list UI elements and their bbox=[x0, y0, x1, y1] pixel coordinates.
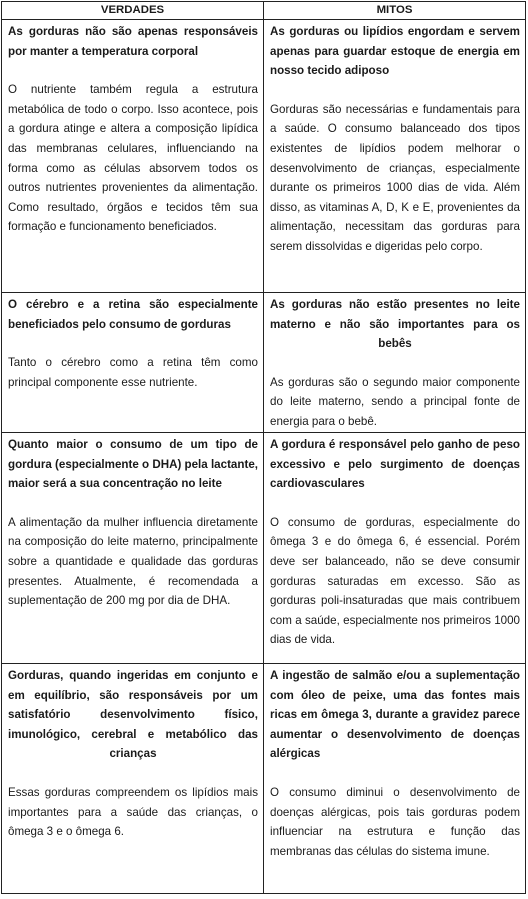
mito-title: A ingestão de salmão e/ou a suplementação com óleo de peixe, uma das fontes mais ricas em ômega 3, durante a gravidez parece aumentar o desenvolvimento de doenças alérgicas bbox=[270, 669, 520, 761]
mito-cell bbox=[264, 433, 526, 664]
table-row bbox=[2, 293, 526, 433]
mito-cell bbox=[264, 293, 526, 433]
verdades-mitos-table bbox=[1, 1, 526, 894]
table-row bbox=[2, 20, 526, 293]
mito-body: Gorduras são necessárias e fundamentais para a saúde. O consumo balanceado dos tipos existentes de lipídios podem melhorar o desenvolvimento de crianças, especialmente durante os primeiros 1000 dias de vida. Além disso, as vitaminas A, D, K e E, provenientes da alimentação, necessitam das gorduras para serem dissolvidas e digeridas pelo corpo. bbox=[270, 102, 520, 253]
verdade-title: Gorduras, quando ingeridas em conjunto e em equilíbrio, são responsáveis por um satisfatório desenvolvimento físico, imunológico, cerebral e metabólico das crianças bbox=[8, 669, 258, 761]
mito-title: As gorduras não estão presentes no leite materno e não são importantes para os bebês bbox=[270, 298, 520, 351]
mito-body: O consumo de gorduras, especialmente do ômega 3 e do ômega 6, é essencial. Porém deve ser balanceado, não se deve consumir gorduras saturadas em excesso. São as gorduras poli-insaturadas que mais contribuem com a saúde, especialmente nos primeiros 1000 dias de vida. bbox=[270, 515, 520, 647]
table-row bbox=[2, 664, 526, 894]
verdade-title: As gorduras não são apenas responsáveis por manter a temperatura corporal bbox=[8, 25, 258, 58]
mito-body: O consumo diminui o desenvolvimento de doenças alérgicas, pois tais gorduras podem influenciar na estrutura e função das membranas das células do sistema imune. bbox=[270, 785, 520, 858]
verdade-cell bbox=[2, 293, 264, 433]
header-mitos: MITOS bbox=[264, 2, 526, 20]
verdade-body: A alimentação da mulher influencia diretamente na composição do leite materno, principalmente sobre a quantidade e qualidade das gorduras presentes. Atualmente, é recomendada a suplementação de 200 mg por dia de DHA. bbox=[8, 515, 258, 608]
verdade-body: Essas gorduras compreendem os lipídios mais importantes para a saúde das crianças, o ômega 3 e o ômega 6. bbox=[8, 785, 258, 839]
verdade-cell bbox=[2, 20, 264, 293]
table-row bbox=[2, 433, 526, 664]
mito-title: A gordura é responsável pelo ganho de peso excessivo e pelo surgimento de doenças cardiovasculares bbox=[270, 438, 520, 491]
verdade-title: O cérebro e a retina são especialmente beneficiados pelo consumo de gorduras bbox=[8, 298, 258, 331]
verdade-body: O nutriente também regula a estrutura metabólica de todo o corpo. Isso acontece, pois a gordura atinge e altera a composição lipídica das membranas celulares, influenciando na forma como as células absorvem todos os outros nutrientes provenientes da alimentação. Como resultado, órgãos e tecidos têm sua formação e funcionamento beneficiados. bbox=[8, 83, 258, 234]
mito-body: As gorduras são o segundo maior componente do leite materno, sendo a principal fonte de energia para o bebê. bbox=[270, 375, 520, 428]
verdade-body: Tanto o cérebro como a retina têm como principal componente esse nutriente. bbox=[8, 356, 258, 389]
verdade-cell bbox=[2, 433, 264, 664]
header-verdades: VERDADES bbox=[2, 2, 264, 20]
mito-title: As gorduras ou lipídios engordam e servem apenas para guardar estoque de energia em nosso tecido adiposo bbox=[270, 25, 520, 78]
mito-cell bbox=[264, 664, 526, 894]
header-row bbox=[2, 2, 526, 20]
mito-cell bbox=[264, 20, 526, 293]
verdade-cell bbox=[2, 664, 264, 894]
verdade-title: Quanto maior o consumo de um tipo de gordura (especialmente o DHA) pela lactante, maior será a sua concentração no leite bbox=[8, 438, 258, 491]
